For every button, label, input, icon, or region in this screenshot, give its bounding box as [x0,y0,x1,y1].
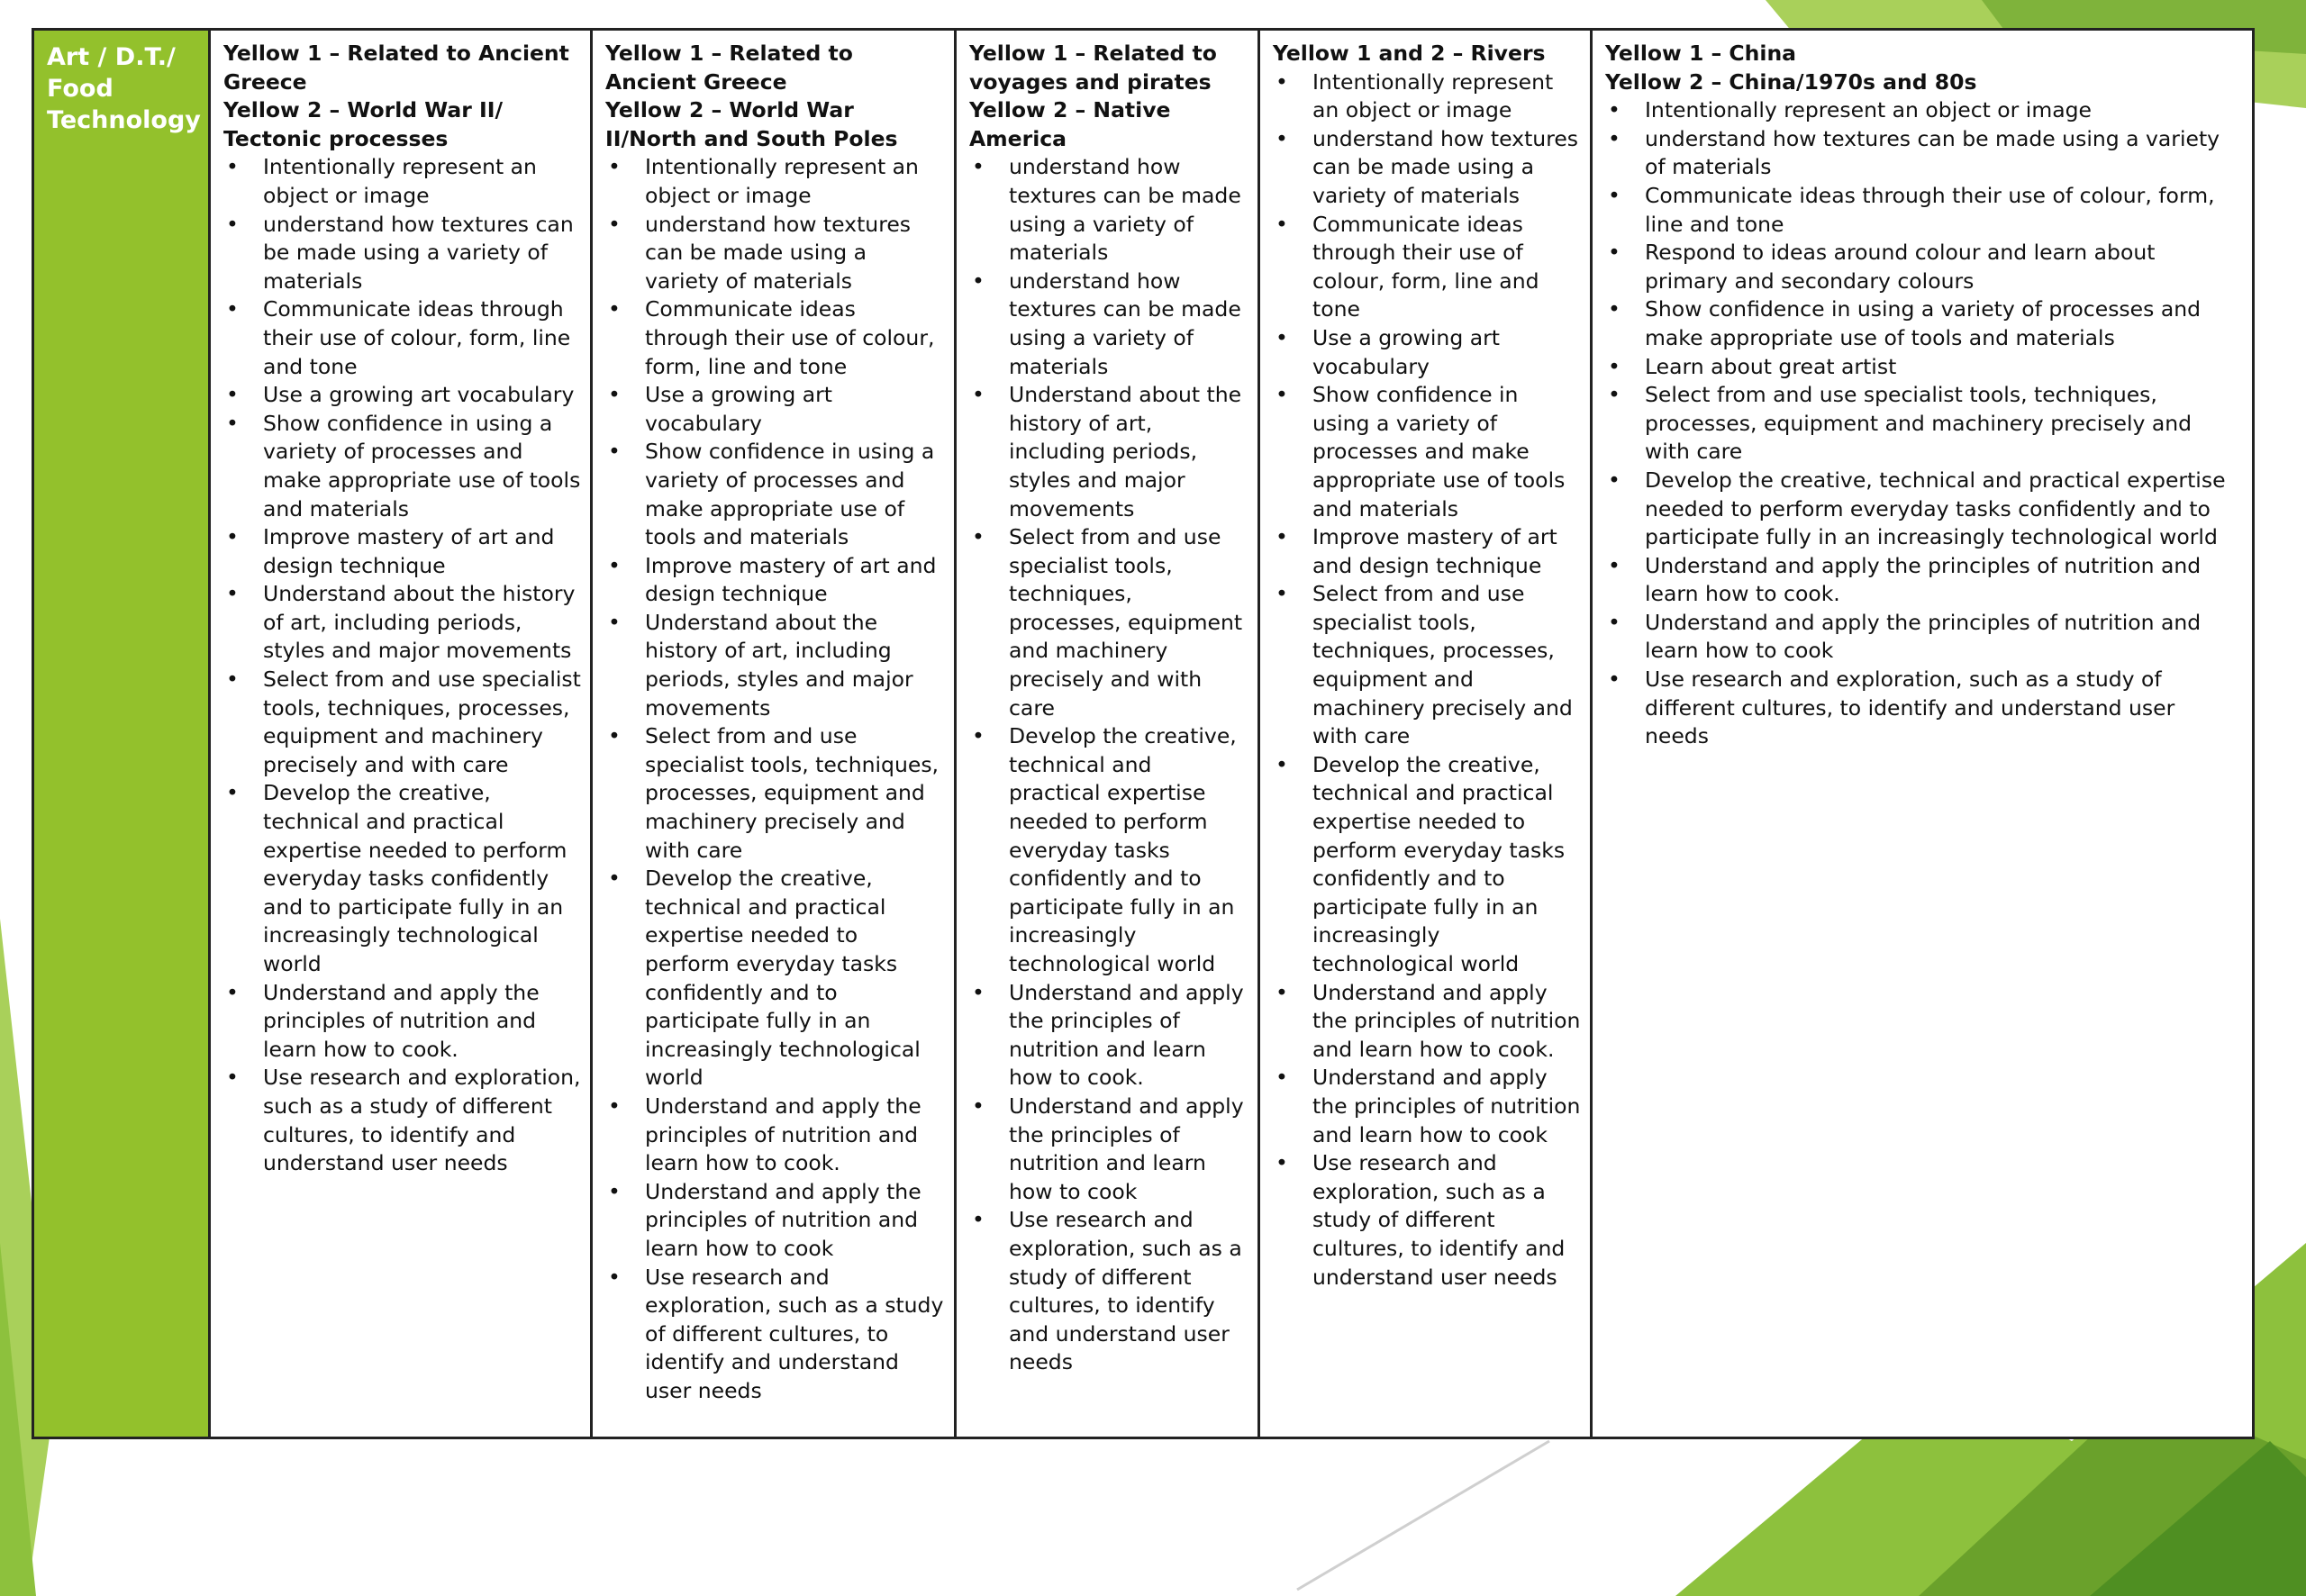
objective-item: • Understand and apply the principles of nutrition and learn how to cook [1273,1064,1581,1149]
objective-item: • Develop the creative, technical and practical expertise needed to perform everyday tasks confidently and to participate fully in an increasingly technological world [1605,467,2243,552]
term-column-3 [956,30,1259,1438]
objective-item: • Communicate ideas through their use of colour, form, line and tone [223,295,581,381]
objective-item: • Understand and apply the principles of nutrition and learn how to cook. [1273,979,1581,1065]
objective-item: • Understand and apply the principles of nutrition and learn how to cook. [969,979,1248,1093]
objective-item: • Improve mastery of art and design technique [223,523,581,580]
objective-item: • Select from and use specialist tools, techniques, processes, equipment and machinery precisely and with care [605,722,945,865]
objective-item: • Use research and exploration, such as a study of different cultures, to identify and understand user needs [1273,1149,1581,1292]
objective-item: • Improve mastery of art and design technique [1273,523,1581,580]
objective-item: • understand how textures can be made using a variety of materials [605,211,945,296]
objective-item: • Develop the creative, technical and practical expertise needed to perform everyday tasks confidently and to participate fully in an increasingly technological world [1273,751,1581,979]
objective-item: • Show confidence in using a variety of processes and make appropriate use of tools and materials [1273,381,1581,523]
column-header: Yellow 2 – China/1970s and 80s [1605,68,1977,95]
objective-list [605,153,945,1405]
objective-item: • Intentionally represent an object or image [223,153,581,210]
term-column-4 [1259,30,1592,1438]
objective-item: • Use a growing art vocabulary [223,381,581,410]
objective-item: • Select from and use specialist tools, techniques, processes, equipment and machinery precisely and with care [1273,580,1581,751]
objective-item: • understand how textures can be made using a variety of materials [1605,125,2243,182]
objective-item: • Show confidence in using a variety of processes and make appropriate use of tools and materials [605,438,945,551]
term-column-5 [1592,30,2254,1438]
objective-item: • understand how textures can be made using a variety of materials [969,153,1248,267]
subject-cell: Art / D.T./ Food Technology [33,30,210,1438]
objective-item: • Use a growing art vocabulary [1273,324,1581,381]
objective-item: • Intentionally represent an object or image [1605,96,2243,125]
column-header: Yellow 1 – Related to Ancient Greece [605,41,853,95]
objective-item: • Develop the creative, technical and practical expertise needed to perform everyday tasks confidently and to participate fully in an increasingly technological world [605,865,945,1093]
objective-item: • Show confidence in using a variety of processes and make appropriate use of tools and materials [1605,295,2243,352]
column-header: Yellow 1 and 2 – Rivers [1273,41,1546,66]
curriculum-row [33,30,2254,1438]
objective-item: • Show confidence in using a variety of processes and make appropriate use of tools and materials [223,410,581,523]
objective-item: • Use research and exploration, such as a study of different cultures, to identify and understand user needs [1605,666,2243,751]
column-header: Yellow 1 – Related to Ancient Greece [223,41,569,95]
objective-item: • Develop the creative, technical and practical expertise needed to perform everyday tasks confidently and to participate fully in an increasingly technological world [969,722,1248,978]
objective-item: • understand how textures can be made using a variety of materials [1273,125,1581,211]
objective-item: • Improve mastery of art and design technique [605,552,945,609]
objective-item: • Understand and apply the principles of nutrition and learn how to cook [969,1093,1248,1206]
objective-item: • Use research and exploration, such as a study of different cultures, to identify and understand user needs [969,1206,1248,1377]
objective-item: • Understand about the history of art, including periods, styles and major movements [605,609,945,722]
objective-list [969,153,1248,1377]
term-column-1 [210,30,592,1438]
objective-item: • Select from and use specialist tools, techniques, processes, equipment and machinery precisely and with care [1605,381,2243,467]
objective-item: • Understand and apply the principles of nutrition and learn how to cook [1605,609,2243,666]
objective-item: • Understand about the history of art, including periods, styles and major movements [969,381,1248,523]
decorative-thin-line [1297,1441,1549,1590]
column-header: Yellow 2 – World War II/North and South Poles [605,97,898,151]
objective-item: • Use a growing art vocabulary [605,381,945,438]
objective-item: • Select from and use specialist tools, techniques, processes, equipment and machinery precisely and with care [223,666,581,779]
column-header: Yellow 2 – Native America [969,97,1171,151]
objective-item: • Learn about great artist [1605,353,2243,382]
objective-item: • Intentionally represent an object or image [1273,68,1581,125]
objective-item: • Understand and apply the principles of nutrition and learn how to cook. [223,979,581,1065]
objective-item: • Respond to ideas around colour and learn about primary and secondary colours [1605,239,2243,295]
objective-item: • Intentionally represent an object or image [605,153,945,210]
objective-list [1605,96,2243,751]
objective-item: • Develop the creative, technical and practical expertise needed to perform everyday tasks confidently and to participate fully in an increasingly technological world [223,779,581,978]
objective-item: • Select from and use specialist tools, techniques, processes, equipment and machinery precisely and with care [969,523,1248,722]
objective-item: • Understand and apply the principles of nutrition and learn how to cook. [605,1093,945,1178]
objective-item: • understand how textures can be made using a variety of materials [223,211,581,296]
column-header: Yellow 2 – World War II/ Tectonic processes [223,97,504,151]
objective-item: • Understand about the history of art, including periods, styles and major movements [223,580,581,666]
curriculum-table [32,28,2255,1439]
column-header: Yellow 1 – Related to voyages and pirates [969,41,1217,95]
objective-item: • Use research and exploration, such as a study of different cultures, to identify and understand user needs [605,1264,945,1406]
objective-item: • Use research and exploration, such as a study of different cultures, to identify and understand user needs [223,1064,581,1177]
objective-item: • Communicate ideas through their use of colour, form, line and tone [1605,182,2243,239]
objective-item: • understand how textures can be made using a variety of materials [969,268,1248,381]
objective-item: • Understand and apply the principles of nutrition and learn how to cook. [1605,552,2243,609]
objective-list [1273,68,1581,1292]
objective-list [223,153,581,1177]
objective-item: • Understand and apply the principles of nutrition and learn how to cook [605,1178,945,1264]
objective-item: • Communicate ideas through their use of colour, form, line and tone [1273,211,1581,324]
column-header: Yellow 1 – China [1605,41,1797,66]
term-column-2 [592,30,956,1438]
objective-item: • Communicate ideas through their use of colour, form, line and tone [605,295,945,381]
